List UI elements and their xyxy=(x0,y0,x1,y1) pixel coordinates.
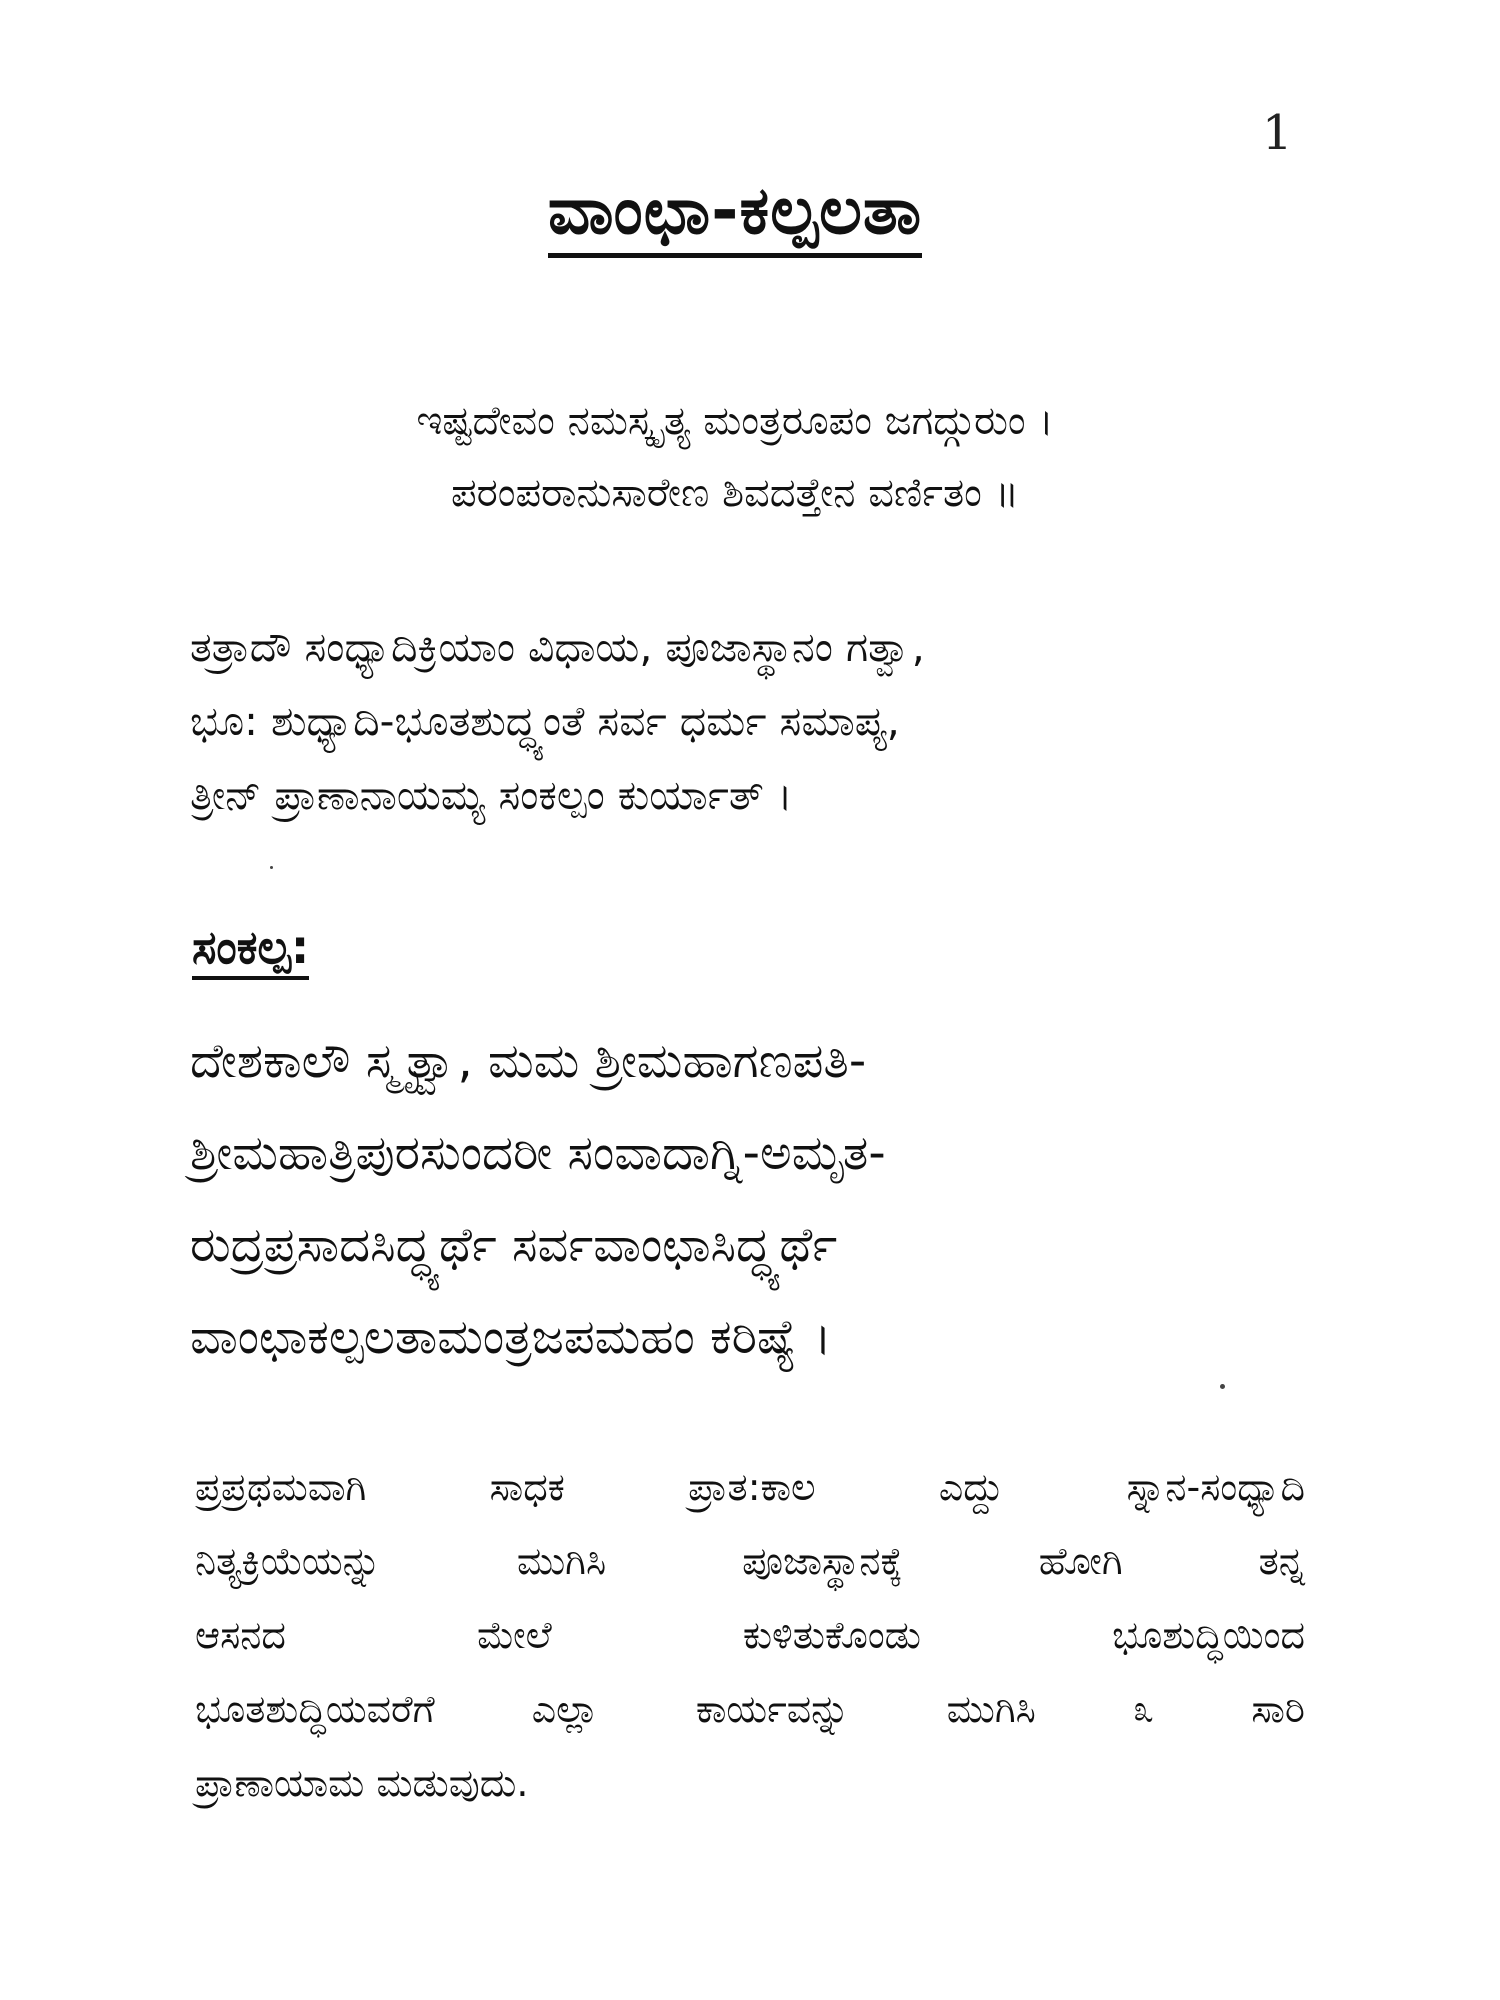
sankalpa-heading xyxy=(192,920,309,976)
intro-paragraph xyxy=(190,610,1330,832)
closing-line: ಆಸನದ ಮೇಲೆ ಕುಳಿತುಕೊಂಡು ಭೂಶುದ್ಧಿಯಿಂದ xyxy=(195,1613,1305,1657)
verse-line: ಪರಂಪರಾನುಸಾರೇಣ ಶಿವದತ್ತೇನ ವರ್ಣಿತಂ ॥ xyxy=(451,470,1019,516)
closing-line: ಪ್ರಪ್ರಥಮವಾಗಿ ಸಾಧಕ ಪ್ರಾತ:ಕಾಲ ಎದ್ದು ಸ್ನಾನ-ಸಂಧ್ಯಾದಿ xyxy=(195,1465,1305,1509)
sankalpa-line: ವಾಂಛಾಕಲ್ಪಲತಾಮಂತ್ರಜಪಮಹಂ ಕರಿಷ್ಯೆ । xyxy=(190,1309,832,1365)
sankalpa-line: ಶ್ರೀಮಹಾತ್ರಿಪುರಸುಂದರೀ ಸಂವಾದಾಗ್ನಿ-ಅಮೃತ- xyxy=(190,1125,886,1181)
closing-paragraph xyxy=(195,1450,1305,1820)
sankalpa-heading-text: ಸಂಕಲ್ಪ: xyxy=(192,920,309,980)
intro-line: ತ್ರೀನ್ ಪ್ರಾಣಾನಾಯಮ್ಯ ಸಂಕಲ್ಪಂ ಕುರ್ಯಾತ್ । xyxy=(190,771,793,819)
sankalpa-text xyxy=(190,1015,1330,1383)
closing-line: ಭೂತಶುದ್ಧಿಯವರೆಗೆ ಎಲ್ಲಾ ಕಾರ್ಯವನ್ನು ಮುಗಿಸಿ ೩ ಸಾರಿ xyxy=(195,1687,1305,1731)
scan-speck xyxy=(270,866,273,869)
page-title xyxy=(0,172,1470,251)
closing-line: ಪ್ರಾಣಾಯಾಮ ಮಡುವುದು. xyxy=(195,1761,529,1805)
page-title-text: ವಾಂಛಾ-ಕಲ್ಪಲತಾ xyxy=(548,172,922,258)
intro-line: ಭೂ: ಶುಧ್ಯಾದಿ-ಭೂತಶುದ್ಧ್ಯಂತೆ ಸರ್ವ ಧರ್ಮ ಸಮಾಪ್ಯ, xyxy=(190,697,900,745)
page-number: 1 xyxy=(1262,105,1293,161)
intro-line: ತತ್ರಾದೌ ಸಂಧ್ಯಾದಿಕ್ರಿಯಾಂ ವಿಧಾಯ, ಪೂಜಾಸ್ಥಾನಂ ಗತ್ವಾ, xyxy=(190,623,925,671)
closing-line: ನಿತ್ಯಕ್ರಿಯೆಯನ್ನು ಮುಗಿಸಿ ಪೂಜಾಸ್ಥಾನಕ್ಕೆ ಹೋಗಿ ತನ್ನ xyxy=(195,1539,1305,1583)
invocation-verse xyxy=(0,385,1470,529)
scan-speck xyxy=(1220,1384,1225,1389)
sankalpa-line: ದೇಶಕಾಲೌ ಸ್ಮೃತ್ವಾ, ಮಮ ಶ್ರೀಮಹಾಗಣಪತಿ- xyxy=(190,1033,867,1089)
sankalpa-line: ರುದ್ರಪ್ರಸಾದಸಿದ್ಧ್ಯರ್ಥೆ ಸರ್ವವಾಂಛಾಸಿದ್ಧ್ಯರ್ಥೆ xyxy=(190,1217,838,1273)
verse-line: ಇಷ್ಟದೇವಂ ನಮಸ್ಕೃತ್ಯ ಮಂತ್ರರೂಪಂ ಜಗದ್ಗುರುಂ । xyxy=(416,398,1054,444)
